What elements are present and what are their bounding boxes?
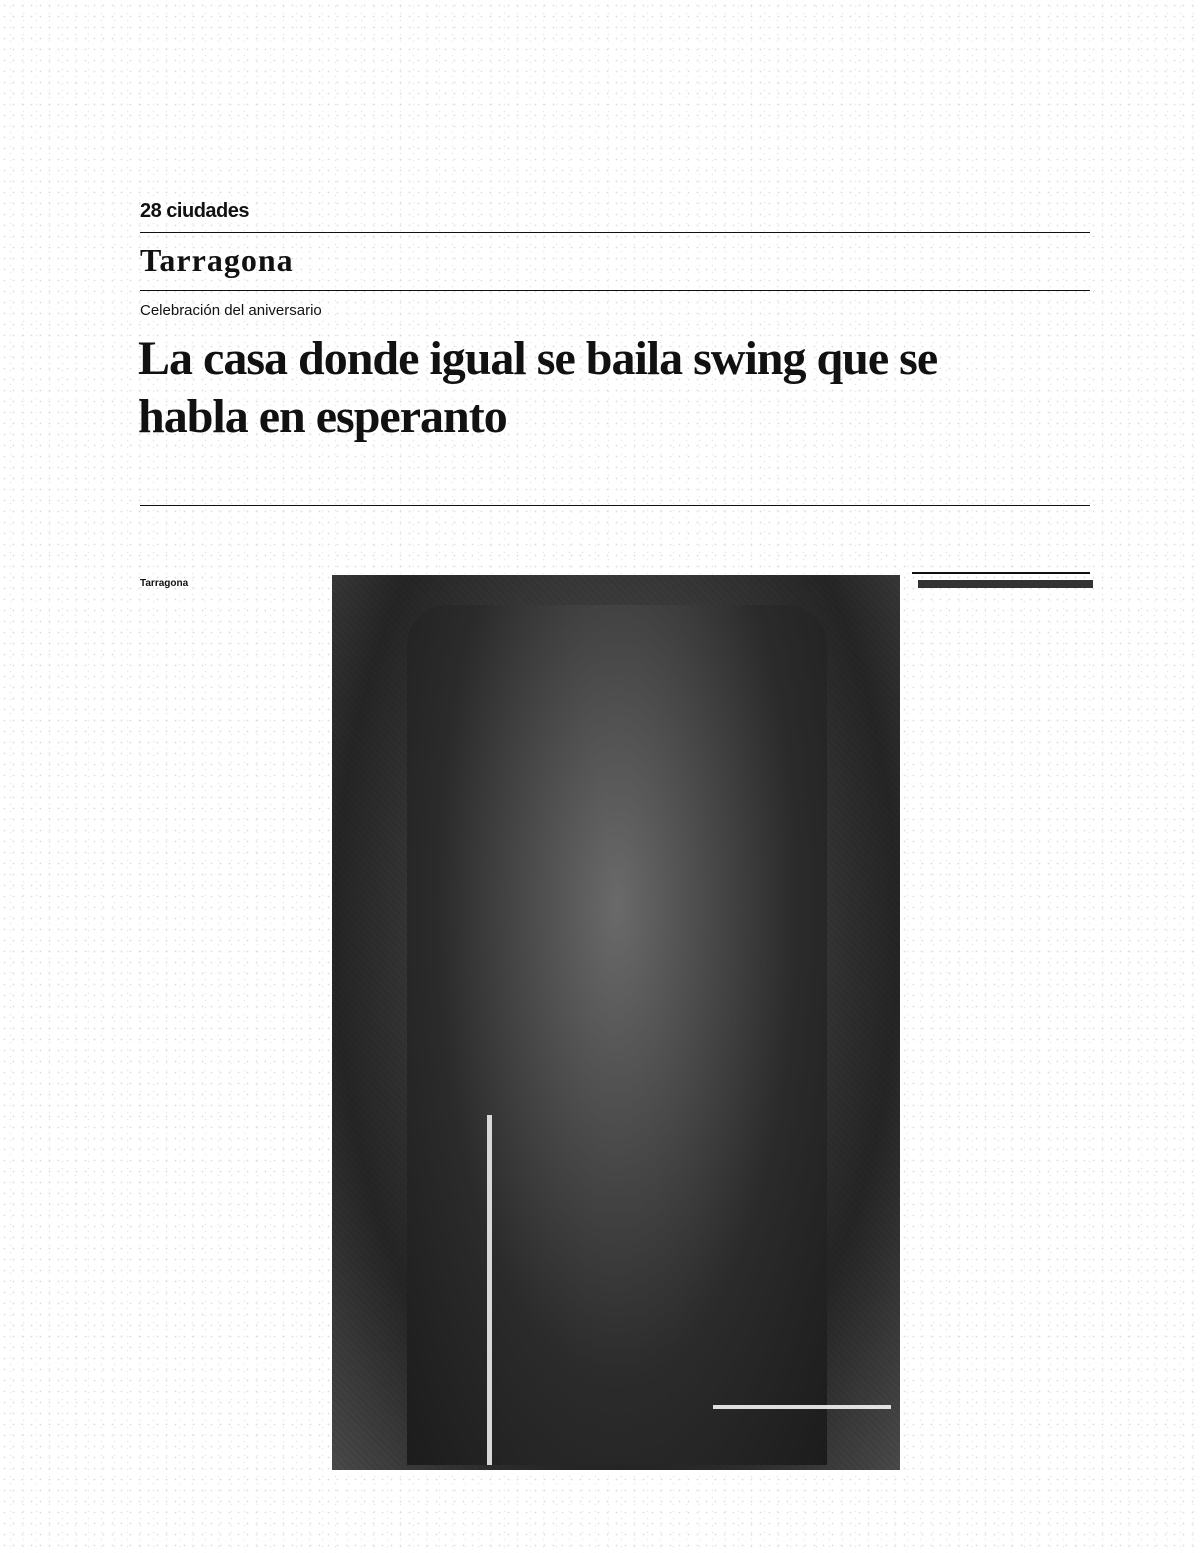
- sidebar-body: [918, 636, 1086, 1156]
- sidebar-title: [918, 580, 1093, 588]
- headline-rule: [140, 505, 1090, 506]
- section-header: 28 ciudades: [140, 200, 250, 222]
- photo-caption: [713, 1405, 891, 1409]
- article-body-left: [140, 620, 322, 1470]
- article-kicker: Celebración del aniversario: [140, 302, 322, 319]
- article-headline: La casa donde igual se baila swing que se habla en esperanto: [138, 332, 938, 443]
- article-body-right: [912, 1175, 1090, 1475]
- photo-pole: [487, 1115, 492, 1465]
- header-rule: [140, 232, 1090, 233]
- sidebar-rule: [912, 572, 1090, 574]
- article-photo: [332, 575, 900, 1470]
- photo-figure: [407, 605, 827, 1465]
- byline: [140, 578, 320, 590]
- city-label: Tarragona: [140, 242, 294, 278]
- city-rule: [140, 290, 1090, 291]
- byline-city: Tarragona: [140, 578, 189, 589]
